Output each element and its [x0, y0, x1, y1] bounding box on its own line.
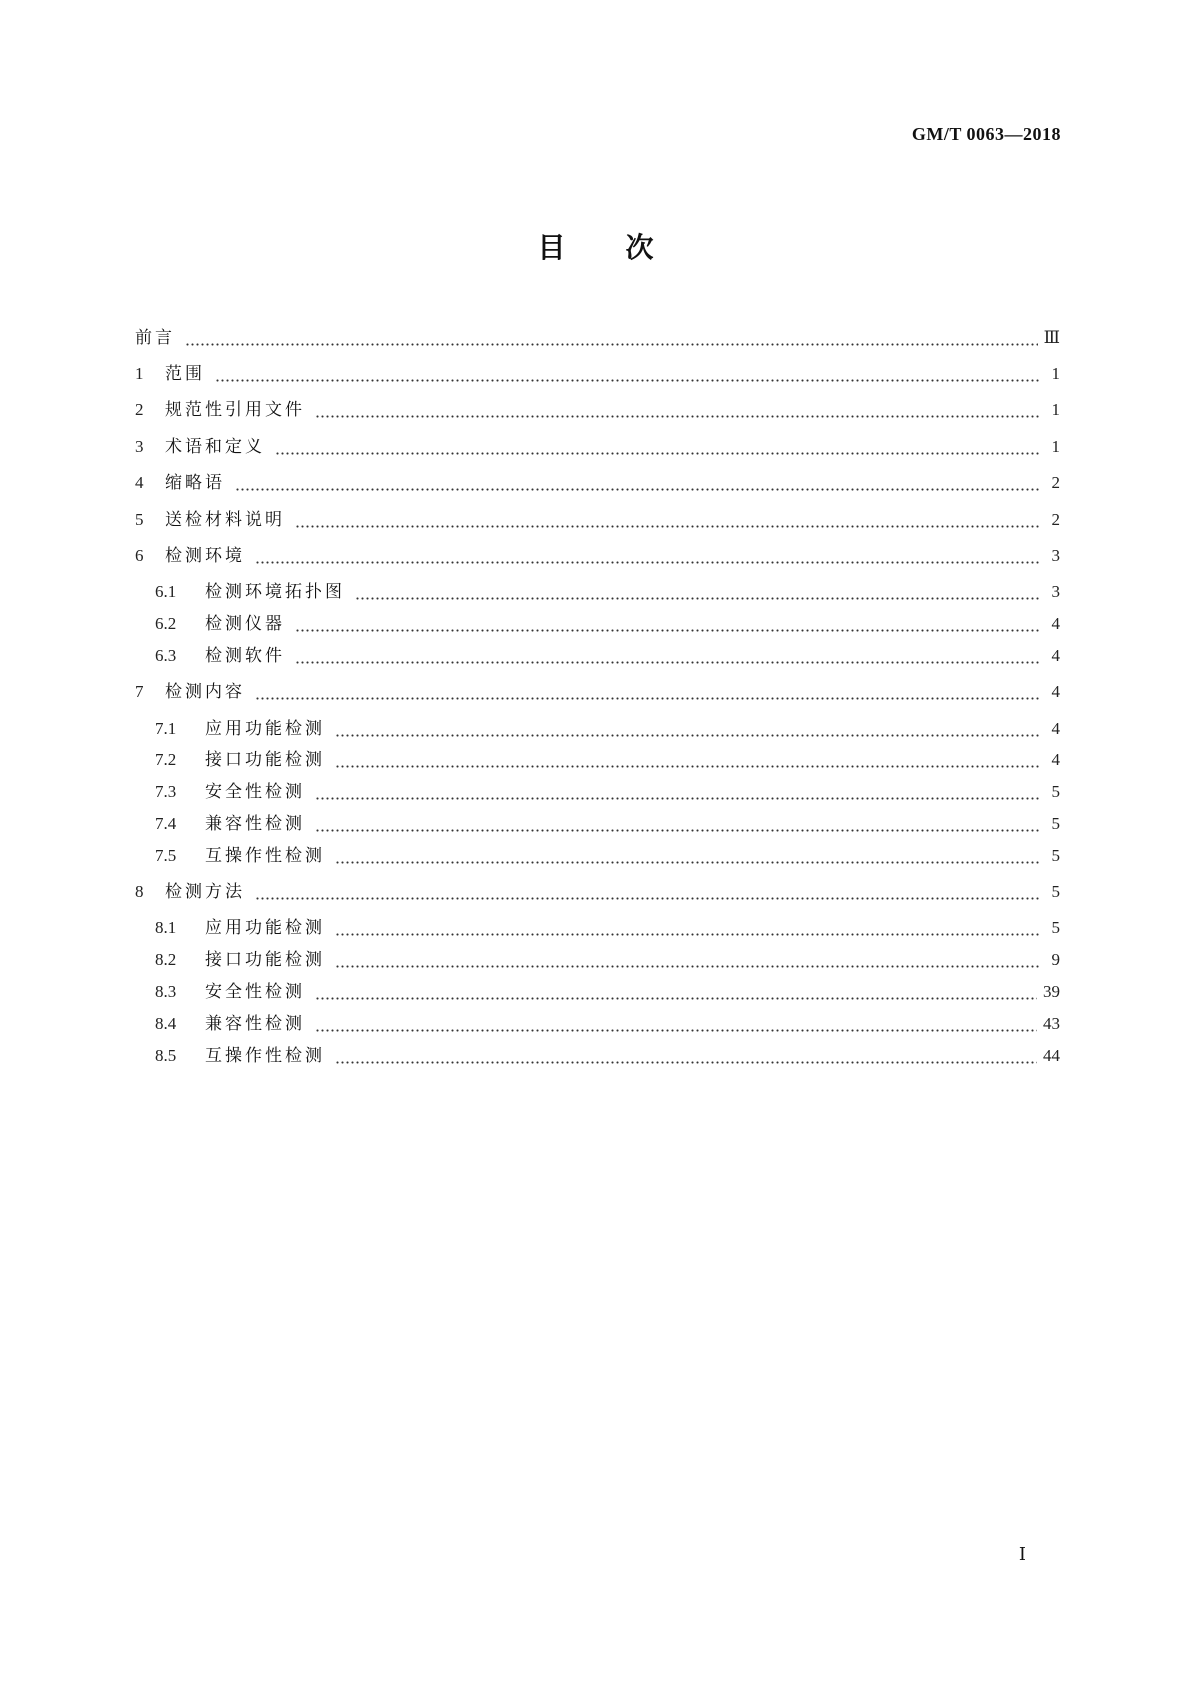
page-title: 目次 [537, 231, 714, 264]
toc-number: 8.4 [155, 1014, 177, 1033]
toc-label: 检测环境 [165, 546, 245, 566]
toc-label: 应用功能检测 [205, 719, 325, 739]
toc-number: 8.1 [155, 918, 177, 937]
toc-number: 7.2 [155, 750, 177, 769]
toc-entry-6-2[interactable] [135, 612, 1060, 636]
toc-page: 5 [1051, 782, 1060, 801]
toc-label: 兼容性检测 [205, 1014, 305, 1034]
toc-entry-1[interactable] [135, 362, 1060, 386]
toc-leader-dots [315, 980, 1037, 1004]
toc-leader-dots [255, 544, 1040, 568]
toc-entry-8-4[interactable] [135, 1012, 1060, 1036]
toc-page: 1 [1051, 364, 1060, 383]
toc-page: 4 [1051, 719, 1060, 738]
toc-leader-dots [255, 680, 1040, 704]
toc-page: 1 [1051, 437, 1060, 456]
toc-page: 2 [1051, 510, 1060, 529]
toc-label: 检测方法 [165, 882, 245, 902]
toc-leader-dots [215, 362, 1040, 386]
toc-page: 44 [1043, 1046, 1060, 1065]
toc-label: 范围 [165, 364, 205, 384]
toc-page: 2 [1051, 473, 1060, 492]
toc-number: 7.4 [155, 814, 177, 833]
toc-leader-dots [335, 948, 1040, 972]
toc-leader-dots [315, 780, 1040, 804]
toc-leader-dots [335, 1044, 1037, 1068]
toc-label: 检测仪器 [205, 614, 285, 634]
toc-number: 8.5 [155, 1046, 177, 1065]
toc-label: 接口功能检测 [205, 950, 325, 970]
toc-leader-dots [275, 435, 1040, 459]
toc-leader-dots [335, 748, 1040, 772]
toc-number: 1 [135, 364, 144, 383]
toc-number: 8.2 [155, 950, 177, 969]
page-number: Ⅰ [1018, 1544, 1026, 1564]
toc-label: 检测软件 [205, 646, 285, 666]
toc-page: 39 [1043, 982, 1060, 1001]
toc-page: 5 [1051, 846, 1060, 865]
toc-leader-dots [295, 644, 1040, 668]
toc-entry-7[interactable] [135, 680, 1060, 704]
toc-entry-8-1[interactable] [135, 916, 1060, 940]
toc-label: 缩略语 [165, 473, 225, 493]
toc-page: 5 [1051, 918, 1060, 937]
toc-number: 3 [135, 437, 144, 456]
toc-entry-7-5[interactable] [135, 844, 1060, 868]
toc-entry-preface[interactable] [135, 326, 1060, 350]
toc-entry-3[interactable] [135, 435, 1060, 459]
toc-label: 检测环境拓扑图 [205, 582, 345, 602]
toc-entry-5[interactable] [135, 508, 1060, 532]
toc-label: 安全性检测 [205, 782, 305, 802]
toc-label: 检测内容 [165, 682, 245, 702]
toc-number: 8.3 [155, 982, 177, 1001]
toc-label: 安全性检测 [205, 982, 305, 1002]
toc-page: 5 [1051, 814, 1060, 833]
toc-leader-dots [355, 580, 1040, 604]
toc-number: 6.2 [155, 614, 177, 633]
toc-leader-dots [185, 326, 1038, 350]
toc-entry-6[interactable] [135, 544, 1060, 568]
toc-label: 术语和定义 [165, 437, 265, 457]
toc-page: 5 [1051, 882, 1060, 901]
toc-leader-dots [335, 717, 1040, 741]
toc-page: 1 [1051, 400, 1060, 419]
toc-label: 规范性引用文件 [165, 400, 305, 420]
toc-number: 2 [135, 400, 144, 419]
toc-number: 6.1 [155, 582, 177, 601]
toc-entry-8-2[interactable] [135, 948, 1060, 972]
toc-entry-8[interactable] [135, 880, 1060, 904]
toc-page: Ⅲ [1043, 328, 1060, 347]
toc-entry-7-2[interactable] [135, 748, 1060, 772]
toc-leader-dots [235, 471, 1040, 495]
toc-page: 3 [1051, 582, 1060, 601]
toc-leader-dots [295, 508, 1040, 532]
toc-label: 应用功能检测 [205, 918, 325, 938]
toc-entry-8-5[interactable] [135, 1044, 1060, 1068]
toc-page: 9 [1051, 950, 1060, 969]
toc-number: 4 [135, 473, 144, 492]
toc-number: 5 [135, 510, 144, 529]
toc-entry-2[interactable] [135, 398, 1060, 422]
toc-number: 7.3 [155, 782, 177, 801]
toc-number: 6 [135, 546, 144, 565]
toc-leader-dots [315, 1012, 1037, 1036]
toc-number: 7.5 [155, 846, 177, 865]
toc-label: 互操作性检测 [205, 1046, 325, 1066]
toc-leader-dots [335, 844, 1040, 868]
toc-page: 43 [1043, 1014, 1060, 1033]
toc-label: 互操作性检测 [205, 846, 325, 866]
toc-number: 8 [135, 882, 144, 901]
toc-entry-8-3[interactable] [135, 980, 1060, 1004]
toc-label: 前言 [135, 328, 175, 348]
toc-leader-dots [255, 880, 1040, 904]
toc-page: 4 [1051, 614, 1060, 633]
toc-page: 4 [1051, 682, 1060, 701]
toc-entry-6-1[interactable] [135, 580, 1060, 604]
toc-page: 4 [1051, 646, 1060, 665]
toc-leader-dots [315, 812, 1040, 836]
toc-label: 接口功能检测 [205, 750, 325, 770]
toc-number: 7.1 [155, 719, 177, 738]
toc-entry-7-3[interactable] [135, 780, 1060, 804]
toc-page: 3 [1051, 546, 1060, 565]
toc-entry-7-1[interactable] [135, 717, 1060, 741]
toc-leader-dots [295, 612, 1040, 636]
toc-entry-6-3[interactable] [135, 644, 1060, 668]
standard-number: GM/T 0063—2018 [911, 124, 1061, 144]
toc-label: 送检材料说明 [165, 510, 285, 530]
toc-number: 6.3 [155, 646, 177, 665]
toc-page: 4 [1051, 750, 1060, 769]
toc-leader-dots [315, 398, 1040, 422]
toc-label: 兼容性检测 [205, 814, 305, 834]
toc-leader-dots [335, 916, 1040, 940]
toc-number: 7 [135, 682, 144, 701]
toc-entry-7-4[interactable] [135, 812, 1060, 836]
toc-entry-4[interactable] [135, 471, 1060, 495]
